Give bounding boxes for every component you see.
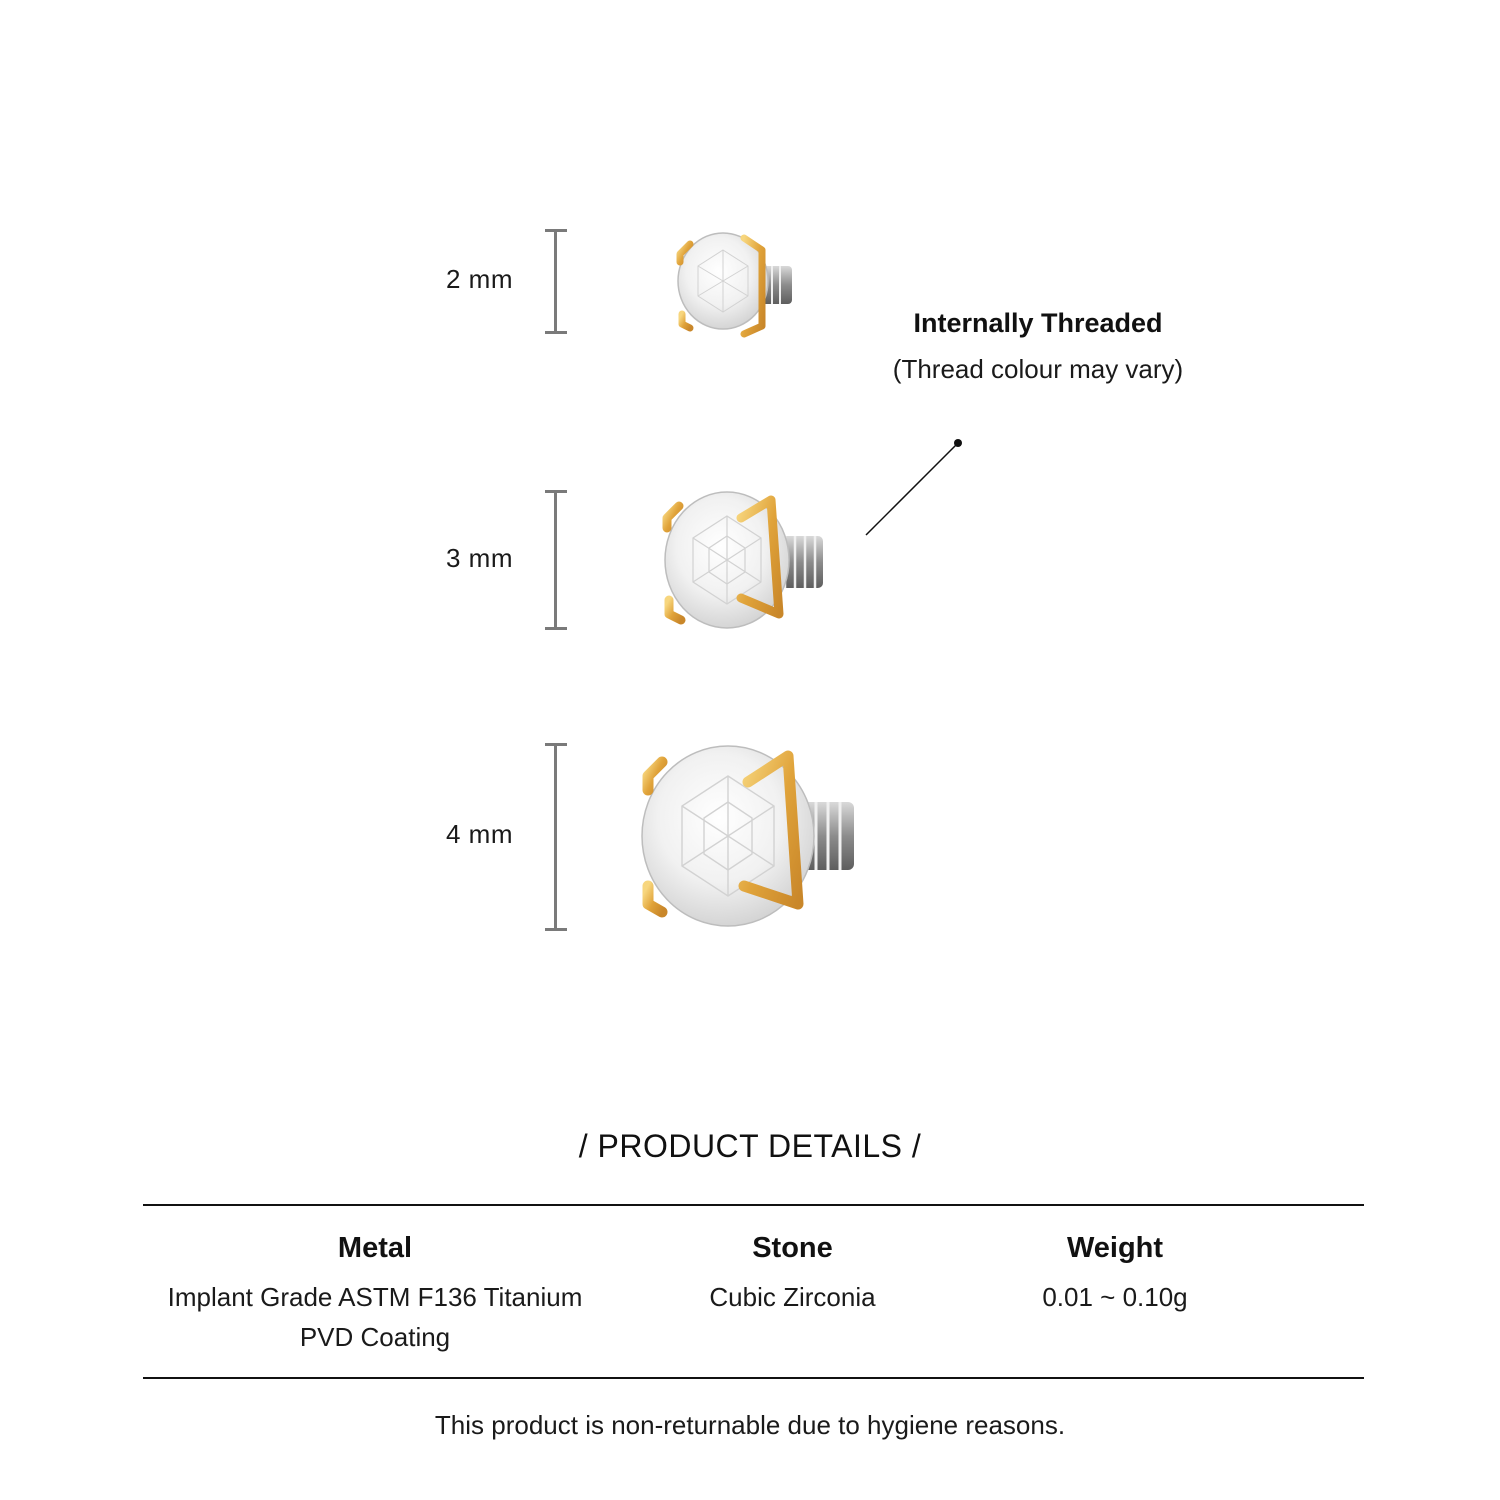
detail-value-metal-2: PVD Coating bbox=[299, 1322, 451, 1352]
detail-value-metal-1: Implant Grade ASTM F136 Titanium bbox=[167, 1282, 583, 1312]
size-label-3mm: 3 mm bbox=[446, 543, 513, 573]
detail-title-stone: Stone bbox=[752, 1232, 833, 1264]
detail-column-stone bbox=[620, 1232, 965, 1317]
gem-stud-image-4mm bbox=[632, 740, 864, 932]
dimension-bracket-2mm bbox=[545, 229, 567, 334]
detail-title-metal: Metal bbox=[337, 1232, 413, 1264]
detail-column-metal bbox=[130, 1232, 620, 1357]
gem-stud-image-3mm bbox=[655, 488, 835, 634]
annotation-subtitle: (Thread colour may vary) bbox=[892, 354, 1184, 384]
size-label-2mm: 2 mm bbox=[446, 264, 513, 294]
detail-title-weight: Weight bbox=[1066, 1232, 1164, 1264]
annotation-leader-line bbox=[860, 435, 970, 545]
gem-stud-image-2mm bbox=[668, 228, 808, 338]
product-details-heading: / PRODUCT DETAILS / bbox=[578, 1128, 922, 1164]
annotation-title: Internally Threaded bbox=[913, 308, 1163, 338]
size-label-4mm: 4 mm bbox=[446, 819, 513, 849]
dimension-bracket-3mm bbox=[545, 490, 567, 630]
detail-value-weight: 0.01 ~ 0.10g bbox=[1042, 1282, 1188, 1312]
top-divider bbox=[143, 1204, 1364, 1206]
bottom-divider bbox=[143, 1377, 1364, 1379]
return-policy-note: This product is non-returnable due to hygiene reasons. bbox=[434, 1410, 1066, 1440]
dimension-bracket-4mm bbox=[545, 743, 567, 931]
detail-column-weight bbox=[965, 1232, 1265, 1317]
detail-value-stone: Cubic Zirconia bbox=[709, 1282, 876, 1312]
